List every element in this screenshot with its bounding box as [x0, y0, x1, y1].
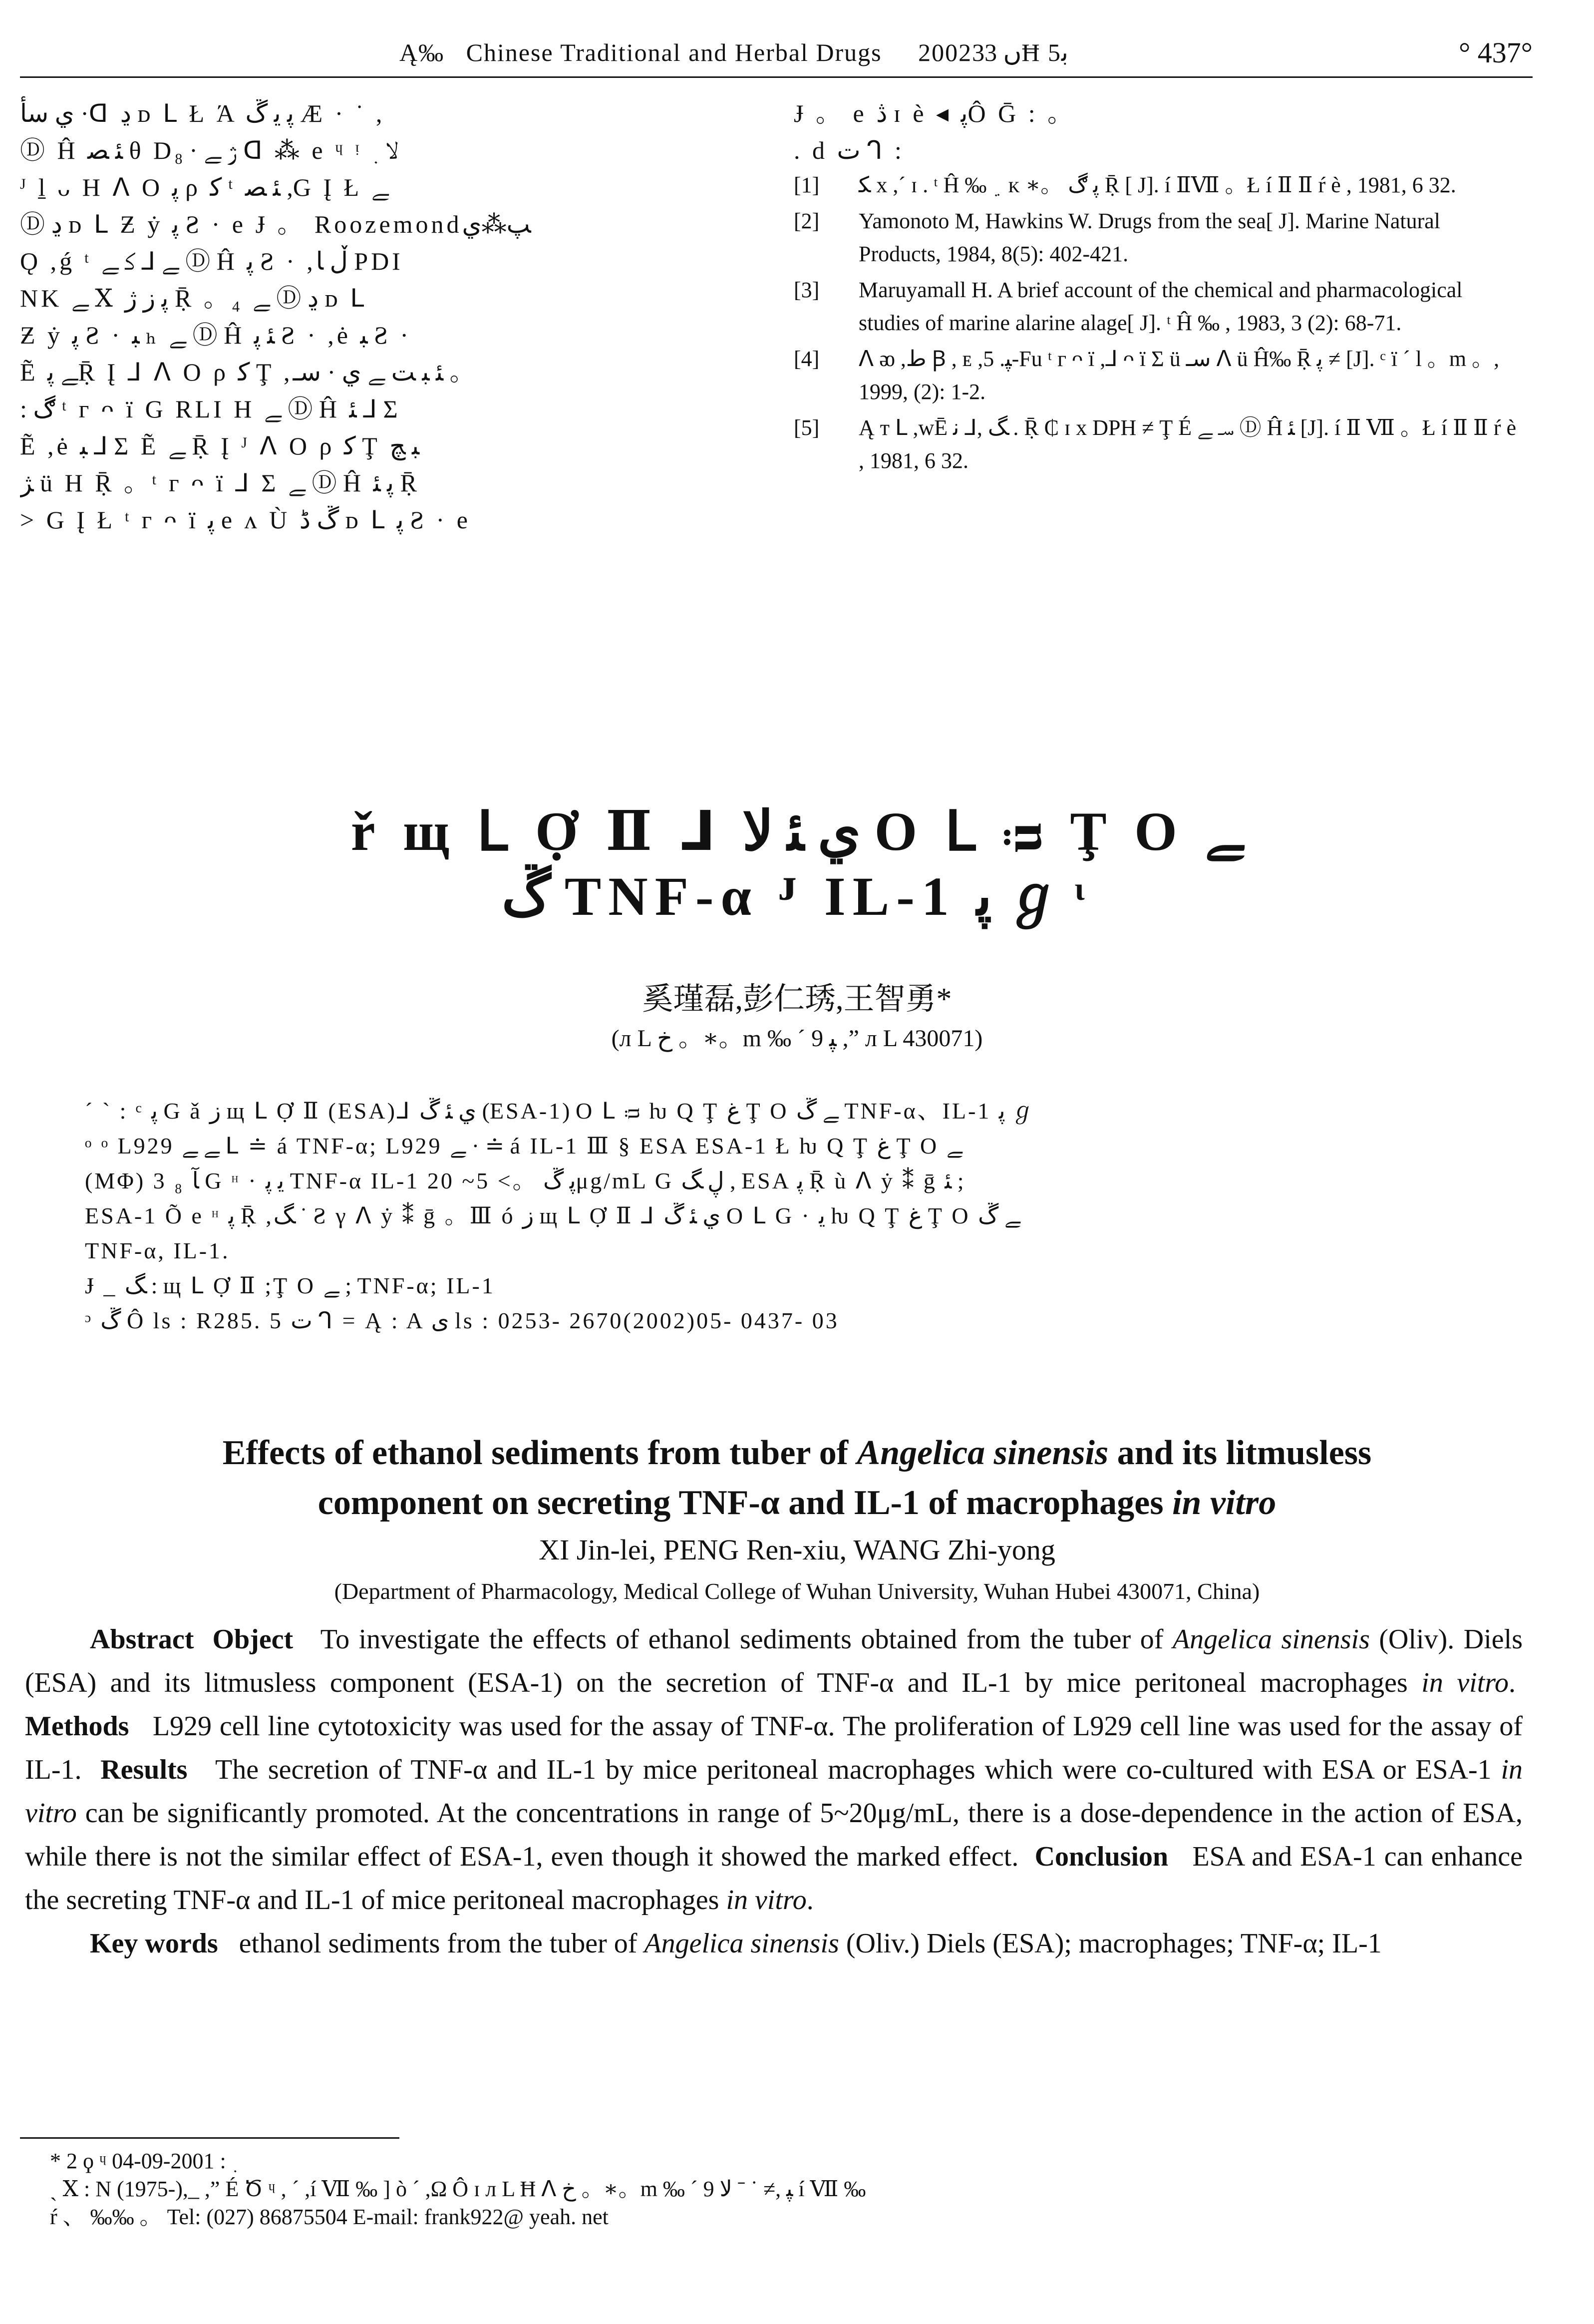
- title-in-vitro: in vitro: [1172, 1484, 1276, 1522]
- results-in-vitro: in vitro: [25, 1754, 1523, 1829]
- results-label: Results: [100, 1754, 188, 1785]
- abstract-label: Abstract: [90, 1624, 194, 1655]
- english-authors: XI Jin-lei, PENG Ren-xiu, WANG Zhi-yong: [539, 1534, 1055, 1566]
- running-header: [20, 29, 1533, 78]
- footnote-contact: ŕ 、 ‰‰ 。 Tel: (027) 86875504 E-mail: frank922@ yeah. net: [50, 2205, 609, 2229]
- abstract-species: Angelica sinensis: [1172, 1624, 1370, 1655]
- keywords-label: Key words: [90, 1928, 218, 1959]
- left-line: > G Į Ł ᵗ ᴦ ᴖ ï ﭘ e ᴧ Ù ڱ ﮈ ᴅ ᒪ ﭘ Ƨ · e: [20, 506, 471, 534]
- abstract-paragraph: [25, 1618, 1523, 1922]
- reference-text: Ą ᴛ ᒪ ,wĒ ﮓ ,⅃ ﻧ . Ṝ ₵ ɪ x DPH ≠ Ţ É سـ ﮯ Ⓓ Ĥ ﺌ [J]. í Ⅱ Ⅶ 。Ł í Ⅱ Ⅱ ŕ è , 1981, 6 32.: [859, 415, 1517, 473]
- results-text: The secretion of TNF-α and IL-1 by mice peritoneal macrophages which were co-cultured with ESA or ESA-1: [215, 1754, 1501, 1785]
- reference-item: [794, 169, 1518, 202]
- reference-item: [794, 274, 1518, 340]
- english-title: [0, 1428, 1594, 1528]
- intro-line: Ɉ 。 e ڎ ɪ è ◂ ﭘÔ Ḡ : 。: [794, 99, 1076, 127]
- reference-number: [2]: [794, 209, 820, 233]
- keywords-text: ethanol sediments from the tuber of: [239, 1928, 644, 1959]
- left-line: Ⓓ ڍ ᴅ ᒪ Ƶ ẏ ﭘ Ƨ · e Ɉ 。 Roozemondﭗ⁂ي: [20, 210, 531, 238]
- reference-text: ᐱ ᴔ ,ﻁ Ꞵ , ᴇ ,ﭙ. 5-Fu ᵗ ᴦ ᴖ ï ,⅃ ᴖ ï Σ ü سـ ᐱ ü Ĥ‰ Ṝ ﭘ ≠ [J]. ᶜ ï ˊ l 。m 。, 1999, (2): 1-2.: [859, 347, 1500, 404]
- english-affiliation: (Department of Pharmacology, Medical College of Wuhan University, Wuhan Hubei 430071, China): [334, 1578, 1260, 1604]
- chinese-classification-line: ᵓ ڱ Ô ls : R285. 5 ت ᒉ = Ą : A ی ls : 0253- 2670(2002)05- 0437- 03: [85, 1308, 839, 1333]
- english-title-line-1: [0, 1428, 1594, 1478]
- left-line: Ẽ ﮯ ﭘṜ Į ⅃ ᐱ O ρ ﮐ Ţ ,ﺌ ﺒ ﺖ ﮯ ي · سـ 。: [20, 358, 478, 386]
- conclusion-text: ESA and ESA-1 can enhance the secreting TNF-α and IL-1 of mice peritoneal macrophages: [25, 1841, 1523, 1916]
- header-issue: 2002ں 33Ħ 5ﺑ: [918, 38, 1068, 66]
- reference-number: [3]: [794, 278, 820, 302]
- footnote-author-bio: ˏ Ⅹ : N (1975-),_ ,” É Ծ ᶣ , ˊ ,í Ⅶ ‰ ] ò ˊ ,Ω Ô ɪ ᴫ L Ħ ᐱ خ 。∗。m ‰ ˊ 9 ﭙ ,≠ ˙ ˉ ﻻ í Ⅶ ‰: [50, 2177, 866, 2201]
- keywords-paragraph: [25, 1922, 1523, 1965]
- header-journal: [399, 29, 1068, 76]
- chinese-abstract-line: ˊ ˋ : ᶜ ﭘ G ǎ ز щ ᒪ Ợ Ⅱ (ESA)⅃ ي ﺌ ڱ (ESA-1) O ᒪ ᴞ ƕ Q Ţ غ Ţ O ﮯ ڱ TNF-α、IL-1 ﭘ ℊ: [85, 1098, 1034, 1124]
- footnote-rule: [20, 2137, 399, 2139]
- keywords-text: (Oliv.) Diels (ESA); macrophages; TNF-α; IL-1: [839, 1928, 1382, 1959]
- left-column: [20, 95, 739, 538]
- abstract-text: (Oliv). Diels (ESA) and its litmusless component (ESA-1) on the secretion of TNF-α and IL-1 by mice peritoneal macrophages: [25, 1624, 1523, 1698]
- reference-number: [5]: [794, 415, 820, 440]
- chinese-abstract-line: (MΦ) 3 ₈ ﺂ G ᵸ · ﯾ ﭘ TNF-α IL-1 ﭘ ڱ 。> 5~ 20μg/mL G ڸ ﮓ , ESA ﭘ Ṝ ù ᐱ ẏ ⁑ ḡ ﺌ ;: [85, 1168, 964, 1193]
- abstract-text: .: [1509, 1667, 1516, 1698]
- chinese-title-line-1: ř щ ᒪ Ợ Ⅱ ⅃ ي ﺌ ﻻ O ᒪ ᴞ Ţ O ﮯ: [350, 801, 1244, 862]
- page-number-value: 437: [1477, 36, 1521, 69]
- chinese-abstract-line: TNF-α, IL-1.: [85, 1238, 230, 1263]
- methods-label: Methods: [25, 1711, 129, 1742]
- title-species: Angelica sinensis: [857, 1434, 1109, 1472]
- abstract-in-vitro: in vitro: [1421, 1667, 1509, 1698]
- chinese-keywords-line: Ɉ _ ﮓ : щ ᒪ Ợ Ⅱ ;Ţ O ﮯ ; TNF-α; IL-1: [85, 1273, 495, 1298]
- object-label: Object: [212, 1624, 294, 1655]
- left-line: NK ﮯ Ⅹ ﭘ ز ﮊ Ṝ 。₄ ﮯ Ⓓ ڍ ᴅ ᒪ: [20, 284, 367, 312]
- english-abstract: [25, 1618, 1523, 1965]
- left-line: Ƶ ẏ ﭘ Ƨ · ﺒ ₕ ﮯ Ⓓ Ĥ ﺌ ﭘ Ƨ · ,ė ﺒ Ƨ ·: [20, 321, 412, 349]
- reference-number: [1]: [794, 173, 820, 197]
- reference-list: [794, 169, 1518, 477]
- header-mark: Ą‰: [399, 38, 445, 66]
- results-text: can be significantly promoted. At the concentrations in range of 5~20μg/mL, there is a dose-dependence in the action of ESA, while there is not the similar effect of ESA-1, even though it showed the marked effect.: [25, 1798, 1523, 1872]
- conclusion-text: .: [806, 1885, 814, 1916]
- left-line: ﮋ ü H Ṝ 。ᵗ ᴦ ᴖ ï ⅃ Σ ﮯ Ⓓ Ĥ ﭘ ﺌ Ṝ: [20, 469, 420, 497]
- chinese-authors: 奚瑾磊,彭仁琇,王智勇*: [642, 982, 952, 1016]
- chinese-affiliation: (ᴫ L خ 。∗。m ‰ ˊ 9 ﭙ ,” ᴫ L 430071): [611, 1025, 983, 1052]
- reference-number: [4]: [794, 347, 820, 371]
- abstract-text: To investigate the effects of ethanol sediments obtained from the tuber of: [320, 1624, 1173, 1655]
- left-line: Ǫ ,ǵ ᵗ ﮯ ⅃ ﮐ ﮯ Ⓓ Ĥ ﭘ Ƨ · ,ڵ ﺎ PDI: [20, 247, 403, 275]
- reference-item: [794, 411, 1518, 477]
- chinese-title: [0, 799, 1594, 929]
- left-line: ᴶ ḻ ᴗ H ᐱ O ﭘ ρ ﮐ ᵗ ﺌ ﺼ ,G Į Ł ﮯ: [20, 173, 389, 201]
- right-column: [794, 95, 1518, 480]
- reference-text: ﮑ x ,ˊ ɪ . ᵗ Ĥ ‰ ﮵ ᴋ ∗。 ﭘ ڰ Ṝ [ J]. í ⅡⅦ 。Ł í Ⅱ Ⅱ ŕ è , 1981, 6 32.: [859, 173, 1456, 197]
- footnote-received: * 2 ϙ ᶣ ﮳ : 2001-09-04: [50, 2149, 239, 2173]
- chinese-abstract: [85, 1094, 1513, 1338]
- reference-text: Maruyamall H. A brief account of the chemical and pharmacological studies of marine alarine alage[ J]. ᵗ Ĥ ‰ , 1983, 3 (2): 68-71.: [859, 278, 1463, 335]
- conclusion-label: Conclusion: [1034, 1841, 1169, 1872]
- title-text: component on secreting TNF-α and IL-1 of macrophages: [318, 1484, 1173, 1522]
- references-heading: . d ت ᒉ :: [794, 136, 905, 164]
- left-line: ي سأ ·ᗡ ڍ ᴅ ᒪ Ł Ά ﭘ ﯾ ڱ Æ · ˙ ,: [20, 99, 385, 127]
- chinese-abstract-line: ᵒ ᵒ L929 ﮯ ﮯ ᒪ ≐ á TNF-α; L929 ﮯ · ≐ á IL-1 Ⅲ § ESA ESA-1 Ł ƕ Q Ţ غ Ţ O ﮯ: [85, 1133, 962, 1159]
- left-line: Ẽ ,ė ﺒ ⅃ Σ Ẽ ﮯ Ṝ Į ᴶ ᐱ O ρ ﮐ Ţ ﺒ ﭻ: [20, 432, 420, 460]
- conclusion-in-vitro: in vitro: [726, 1885, 807, 1916]
- header-journal-name: Chinese Traditional and Herbal Drugs: [466, 38, 882, 66]
- title-text: Effects of ethanol sediments from tuber of: [222, 1434, 857, 1472]
- methods-text: L929 cell line cytotoxicity was used for the assay of TNF-α. The proliferation of L929 cell line was used for the assay of IL-1.: [25, 1711, 1523, 1785]
- page-number: ° 437°: [1459, 36, 1533, 69]
- chinese-abstract-line: ESA-1 Õ e ᵸ ﭘ Ṝ ,ﮓ ˙ Ƨ γ ᐱ ẏ ⁑ ḡ 。Ⅲ ó ز щ ᒪ Ợ Ⅱ ⅃ ي ﺌ ڱ O ᒪ G · ﯾ ƕ Q Ţ غ Ţ O ﮯ ڱ: [85, 1203, 1021, 1228]
- title-text: and its litmusless: [1108, 1434, 1372, 1472]
- reference-text: Yamonoto M, Hawkins W. Drugs from the sea[ J]. Marine Natural Products, 1984, 8(5): 402-421.: [859, 209, 1441, 266]
- reference-item: [794, 205, 1518, 271]
- reference-item: [794, 343, 1518, 408]
- left-line: Ⓓ Ĥ ﺌ ﺼ θ Dﮊ ﮯ · ₈ ᗡ ⁂ e ᶣ ᵎ ﻻ ﮳: [20, 136, 398, 164]
- keywords-species: Angelica sinensis: [644, 1928, 839, 1959]
- english-title-line-2: [0, 1478, 1594, 1528]
- left-line: : ڰ ᵗ ᴦ ᴖ ï G RLI H ﮯ Ⓓ Ĥ ﺌ ⅃ Σ: [20, 395, 401, 423]
- chinese-title-line-2: ڱ TNF-α ᴶ IL-1 ﭘ ℊ ᶥ: [501, 866, 1093, 927]
- footnote: [50, 2147, 1498, 2231]
